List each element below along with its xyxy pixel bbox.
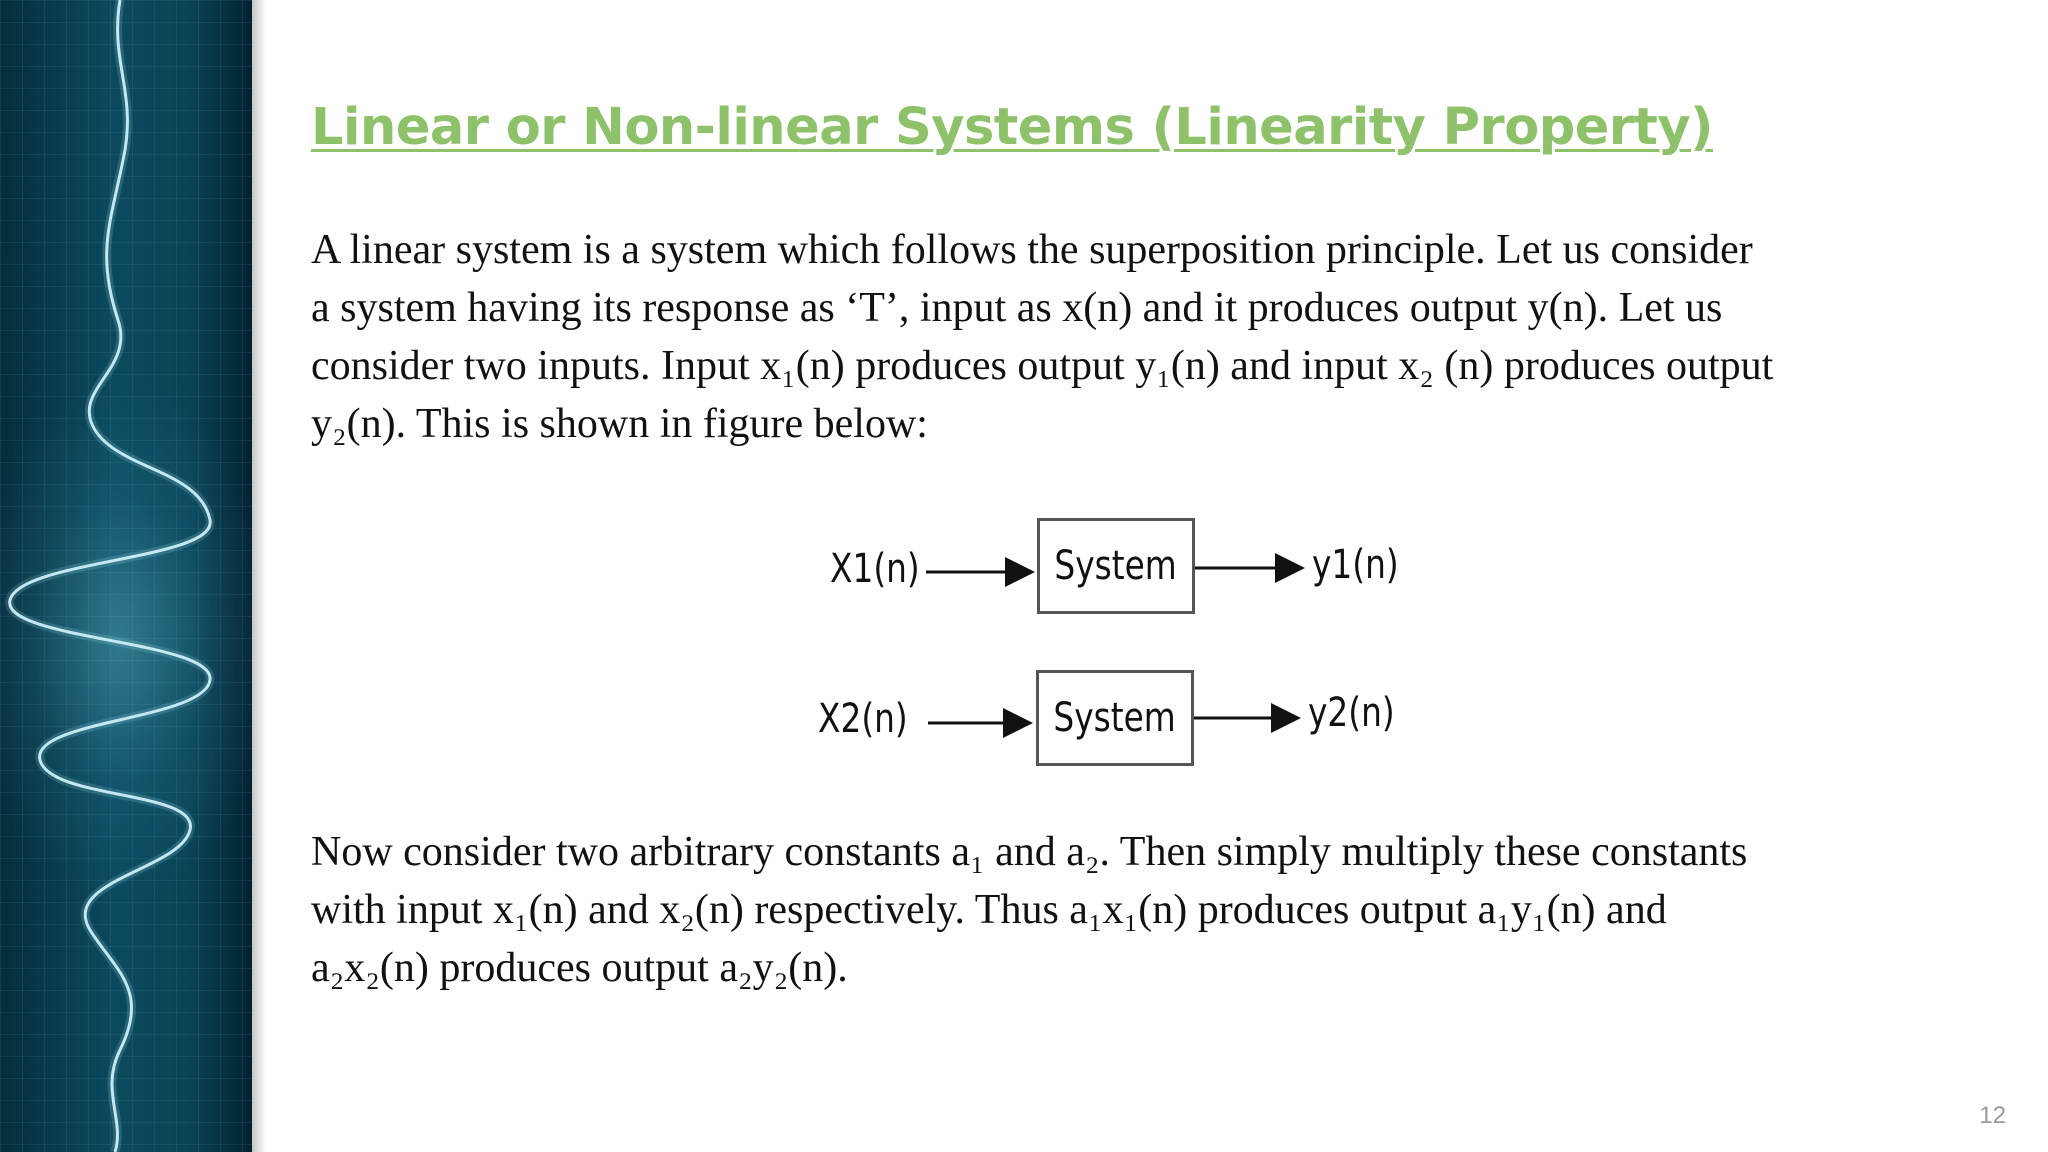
system-block-diagram [800, 500, 1440, 790]
slide-title: Linear or Non-linear Systems (Linearity Property) [311, 98, 1713, 157]
panel-edge-shadow [252, 0, 266, 1152]
output-label-2: y2(n) [1308, 690, 1395, 736]
constants-paragraph [311, 823, 1991, 997]
input-label-1: X1(n) [830, 546, 920, 592]
paragraph-line: consider two inputs. Input x₁(n) produces output y₁(n) and input x₂ (n) produces output [311, 343, 1774, 389]
paragraph-line: with input x₁(n) and x₂(n) respectively. Thus a₁x₁(n) produces output a₁y₁(n) and [311, 887, 1667, 933]
output-label-1: y1(n) [1312, 542, 1399, 588]
paragraph-line: y₂(n). This is shown in figure below: [311, 401, 928, 447]
paragraph-line: Now consider two arbitrary constants a₁ and a₂. Then simply multiply these constants [311, 829, 1748, 875]
paragraph-line: a system having its response as ‘T’, input as x(n) and it produces output y(n). Let us [311, 285, 1723, 331]
paragraph-line: a₂x₂(n) produces output a₂y₂(n). [311, 945, 848, 991]
intro-paragraph [311, 221, 1991, 453]
input-label-2: X2(n) [818, 696, 908, 742]
system-box-1 [1037, 518, 1195, 614]
paragraph-line: A linear system is a system which follows the superposition principle. Let us consider [311, 227, 1753, 273]
waveform-graphic [0, 0, 252, 1152]
decorative-side-panel [0, 0, 252, 1152]
system-box-label: System [1054, 543, 1178, 589]
system-box-label: System [1053, 695, 1177, 741]
system-box-2 [1036, 670, 1194, 766]
page-number: 12 [1979, 1102, 2006, 1129]
